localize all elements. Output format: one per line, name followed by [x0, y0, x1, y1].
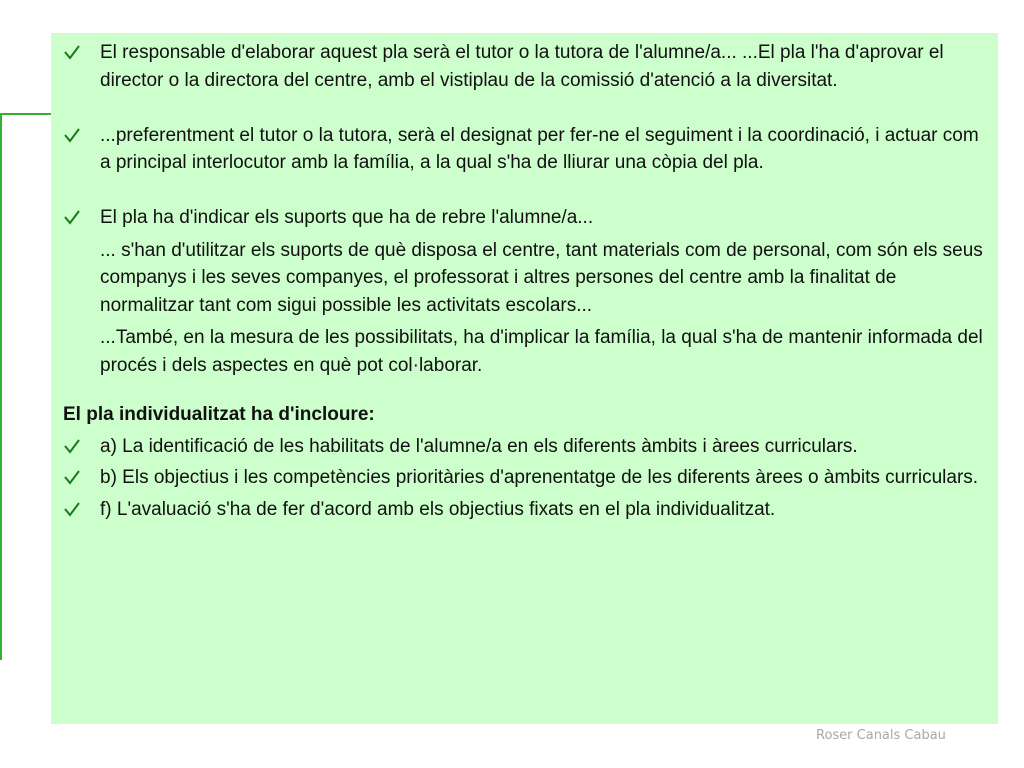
footer-author: Roser Canals Cabau — [816, 728, 946, 743]
checkmark-icon — [63, 464, 81, 491]
list-item-text: a) La identificació de les habilitats de l'alumne/a en els diferents àmbits i àrees curriculars. — [100, 435, 858, 457]
sub-paragraph-family: ...També, en la mesura de les possibilitats, ha d'implicar la família, la qual s'ha de mantenir informada del procés i dels aspectes en què pot col·laborar. — [100, 327, 983, 376]
list-item-b — [63, 464, 988, 492]
bullet-text: ...preferentment el tutor o la tutora, serà el designat per fer-ne el seguiment i la coordinació, i actuar com a principal interlocutor amb la família, a la qual s'ha de lliurar una còpia del pla. — [100, 124, 979, 173]
checkmark-icon — [63, 496, 81, 523]
content-text — [63, 39, 988, 523]
bullet-item-supports — [63, 204, 988, 232]
bullet-item-tutor — [63, 122, 988, 177]
list-item-a — [63, 433, 988, 461]
sub-paragraph-supports: ... s'han d'utilitzar els suports de què disposa el centre, tant materials com de personal, com són els seus companys i les seves companyes, el professorat i altres persones del centre amb la finalitat de normalitzar tant com sigui possible les activitats escolars... — [100, 239, 983, 316]
checkmark-icon — [63, 204, 81, 231]
bullet-item-responsible — [63, 39, 988, 94]
content-panel — [51, 33, 998, 724]
decorative-horizontal-line — [0, 113, 52, 115]
list-item-text: f) L'avaluació s'ha de fer d'acord amb els objectius fixats en el pla individualitzat. — [100, 498, 776, 520]
checkmark-icon — [63, 433, 81, 460]
list-item-f — [63, 496, 988, 524]
section-heading: El pla individualitzat ha d'incloure: — [63, 404, 375, 425]
decorative-vertical-line — [0, 114, 2, 660]
checkmark-icon — [63, 122, 81, 149]
checkmark-icon — [63, 39, 81, 66]
bullet-text: El responsable d'elaborar aquest pla serà el tutor o la tutora de l'alumne/a... ...El pla l'ha d'aprovar el director o la directora del centre, amb el vistiplau de la comissió d'atenció a la diversitat. — [100, 42, 944, 91]
bullet-text: El pla ha d'indicar els suports que ha de rebre l'alumne/a... — [100, 207, 594, 228]
list-item-text: b) Els objectius i les competències prioritàries d'aprenentatge de les diferents àrees o àmbits curriculars. — [100, 467, 979, 488]
